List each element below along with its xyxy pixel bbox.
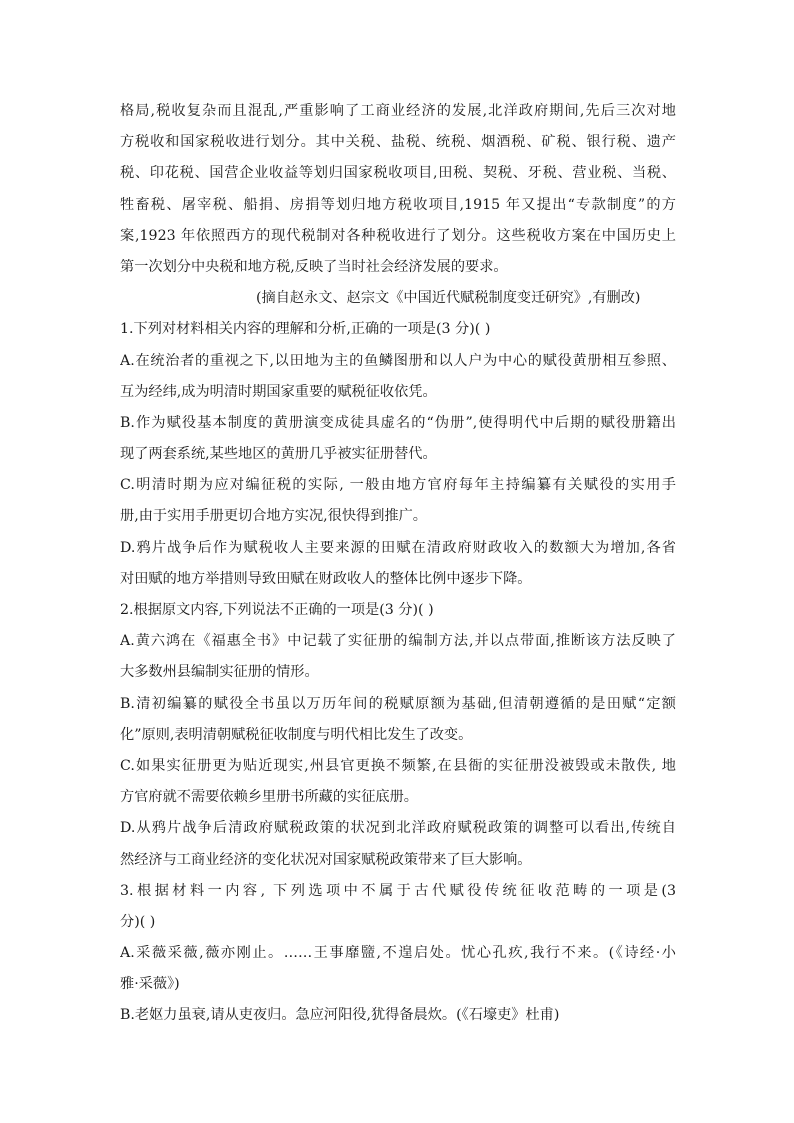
passage-line: 税、印花税、国营企业收益等划归国家税收项目,田税、契税、牙税、营业税、当税、: [120, 165, 676, 182]
question-stem: 分)( ): [120, 913, 156, 930]
option-b: B.作为赋役基本制度的黄册演变成徒具虚名的“伪册”,使得明代中后期的赋役册籍出: [120, 414, 676, 431]
option-b: 现了两套系统,某些地区的黄册几乎被实征册替代。: [120, 446, 437, 463]
passage-line: 第一次划分中央税和地方税,反映了当时社会经济发展的要求。: [120, 258, 508, 275]
option-c: 册,由于实用手册更切合地方实况,很快得到推广。: [120, 508, 427, 525]
question-1: [120, 314, 676, 595]
option-a: 大多数州县编制实征册的情形。: [120, 664, 319, 681]
passage-line: 牲畜税、屠宰税、船捐、房捐等划归地方税收项目,1915 年又提出“专款制度”的方: [120, 196, 676, 213]
option-c: 方官府就不需要依赖乡里册书所藏的实征底册。: [120, 789, 418, 806]
passage-line: 案,1923 年依照西方的现代税制对各种税收进行了划分。这些税收方案在中国历史上: [120, 227, 676, 244]
document-body: [120, 96, 676, 1032]
option-d: D.鸦片战争后作为赋税收人主要来源的田赋在清政府财政收入的数额大为增加,各省: [120, 539, 676, 556]
option-d: 然经济与工商业经济的变化状况对国家赋税政策带来了巨大影响。: [120, 851, 532, 868]
option-d: 对田赋的地方举措则导致田赋在财政收人的整体比例中逐步下降。: [120, 570, 532, 587]
option-b: B.清初编纂的赋役全书虽以万历年间的税赋原额为基础,但清朝遵循的是田赋“定额: [120, 695, 676, 712]
question-stem: 2.根据原文内容,下列说法不正确的一项是(3 分)( ): [120, 602, 434, 618]
question-3: [120, 876, 676, 1032]
question-stem: 3.根据材料一内容, 下列选项中不属于古代赋役传统征收范畴的一项是(3: [120, 882, 676, 899]
option-c: C.如果实征册更为贴近现实,州县官更换不频繁,在县衙的实征册没被毁或未散佚, 地: [120, 757, 676, 774]
option-a: A.采薇采薇,薇亦刚止。……王事靡盬,不遑启处。忧心孔疚,我行不来。(《诗经·小: [120, 945, 676, 962]
passage-source: (摘自赵永文、赵宗文《中国近代赋税制度变迁研究》,有删改): [256, 290, 641, 307]
question-stem: 1.下列对材料相关内容的理解和分析,正确的一项是(3 分)( ): [120, 321, 491, 338]
option-a: A.黄六鸿在《福惠全书》中记载了实征册的编制方法,并以点带面,推断该方法反映了: [120, 633, 676, 650]
passage-line: 方税收和国家税收进行划分。其中关税、盐税、统税、烟酒税、矿税、银行税、遗产: [120, 134, 676, 151]
option-a: 互为经纬,成为明清时期国家重要的赋税征收依凭。: [120, 383, 437, 400]
option-a: A.在统治者的重视之下,以田地为主的鱼鳞图册和以人户为中心的赋役黄册相互参照、: [120, 352, 676, 369]
passage-line: 格局,税收复杂而且混乱,严重影响了工商业经济的发展,北洋政府期间,先后三次对地: [120, 103, 676, 119]
option-c: C.明清时期为应对编征税的实际, 一般由地方官府每年主持编纂有关赋役的实用手: [120, 477, 676, 494]
option-a: 雅·采薇》): [120, 976, 180, 993]
option-b: B.老妪力虽衰,请从吏夜归。急应河阳役,犹得备晨炊。(《石壕吏》杜甫): [120, 1007, 560, 1024]
option-d: D.从鸦片战争后清政府赋税政策的状况到北洋政府赋税政策的调整可以看出,传统自: [120, 820, 676, 837]
question-2: [120, 595, 676, 876]
passage: [120, 96, 676, 314]
option-b: 化”原则,表明清朝赋税征收制度与明代相比发生了改变。: [120, 726, 473, 743]
